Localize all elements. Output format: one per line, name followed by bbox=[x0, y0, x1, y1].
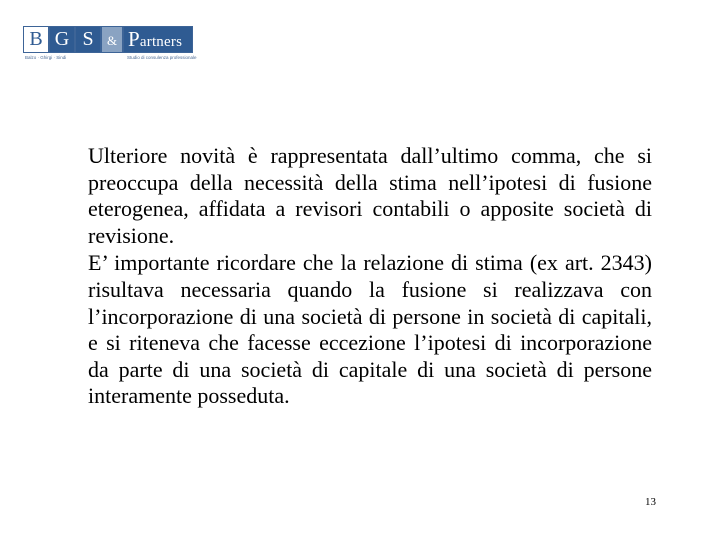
logo-subtitle-tagline: Studio di consulenza professionale bbox=[127, 55, 197, 60]
logo-letter-b: B bbox=[23, 26, 49, 53]
logo-letter-g: G bbox=[49, 26, 75, 53]
logo-ampersand: & bbox=[101, 26, 123, 53]
logo-partners bbox=[123, 26, 193, 53]
logo-partners-initial: P bbox=[128, 27, 140, 51]
slide-body bbox=[88, 143, 652, 410]
logo-letter-s: S bbox=[75, 26, 101, 53]
body-paragraph-1: Ulteriore novità è rappresentata dall’ultimo comma, che si preoccupa della necessità della stima nell’ipotesi di fusione eterogenea, affidata a revisori contabili o apposite società di revisione. bbox=[88, 143, 652, 248]
page-number: 13 bbox=[645, 496, 656, 508]
body-paragraph-2: E’ importante ricordare che la relazione di stima (ex art. 2343) risultava necessaria quando la fusione si realizzava con l’incorporazione di una società di persone in società di capitali, e si riteneva che facesse eccezione l’ipotesi di incorporazione da parte di una società di capitale di una società di persone interamente posseduta. bbox=[88, 250, 652, 409]
logo-letter-boxes bbox=[23, 26, 193, 53]
logo-subtitle-names: Balzo · Ghirgi · Sindi bbox=[25, 55, 67, 60]
company-logo bbox=[23, 26, 197, 64]
logo-partners-rest: artners bbox=[139, 34, 183, 50]
